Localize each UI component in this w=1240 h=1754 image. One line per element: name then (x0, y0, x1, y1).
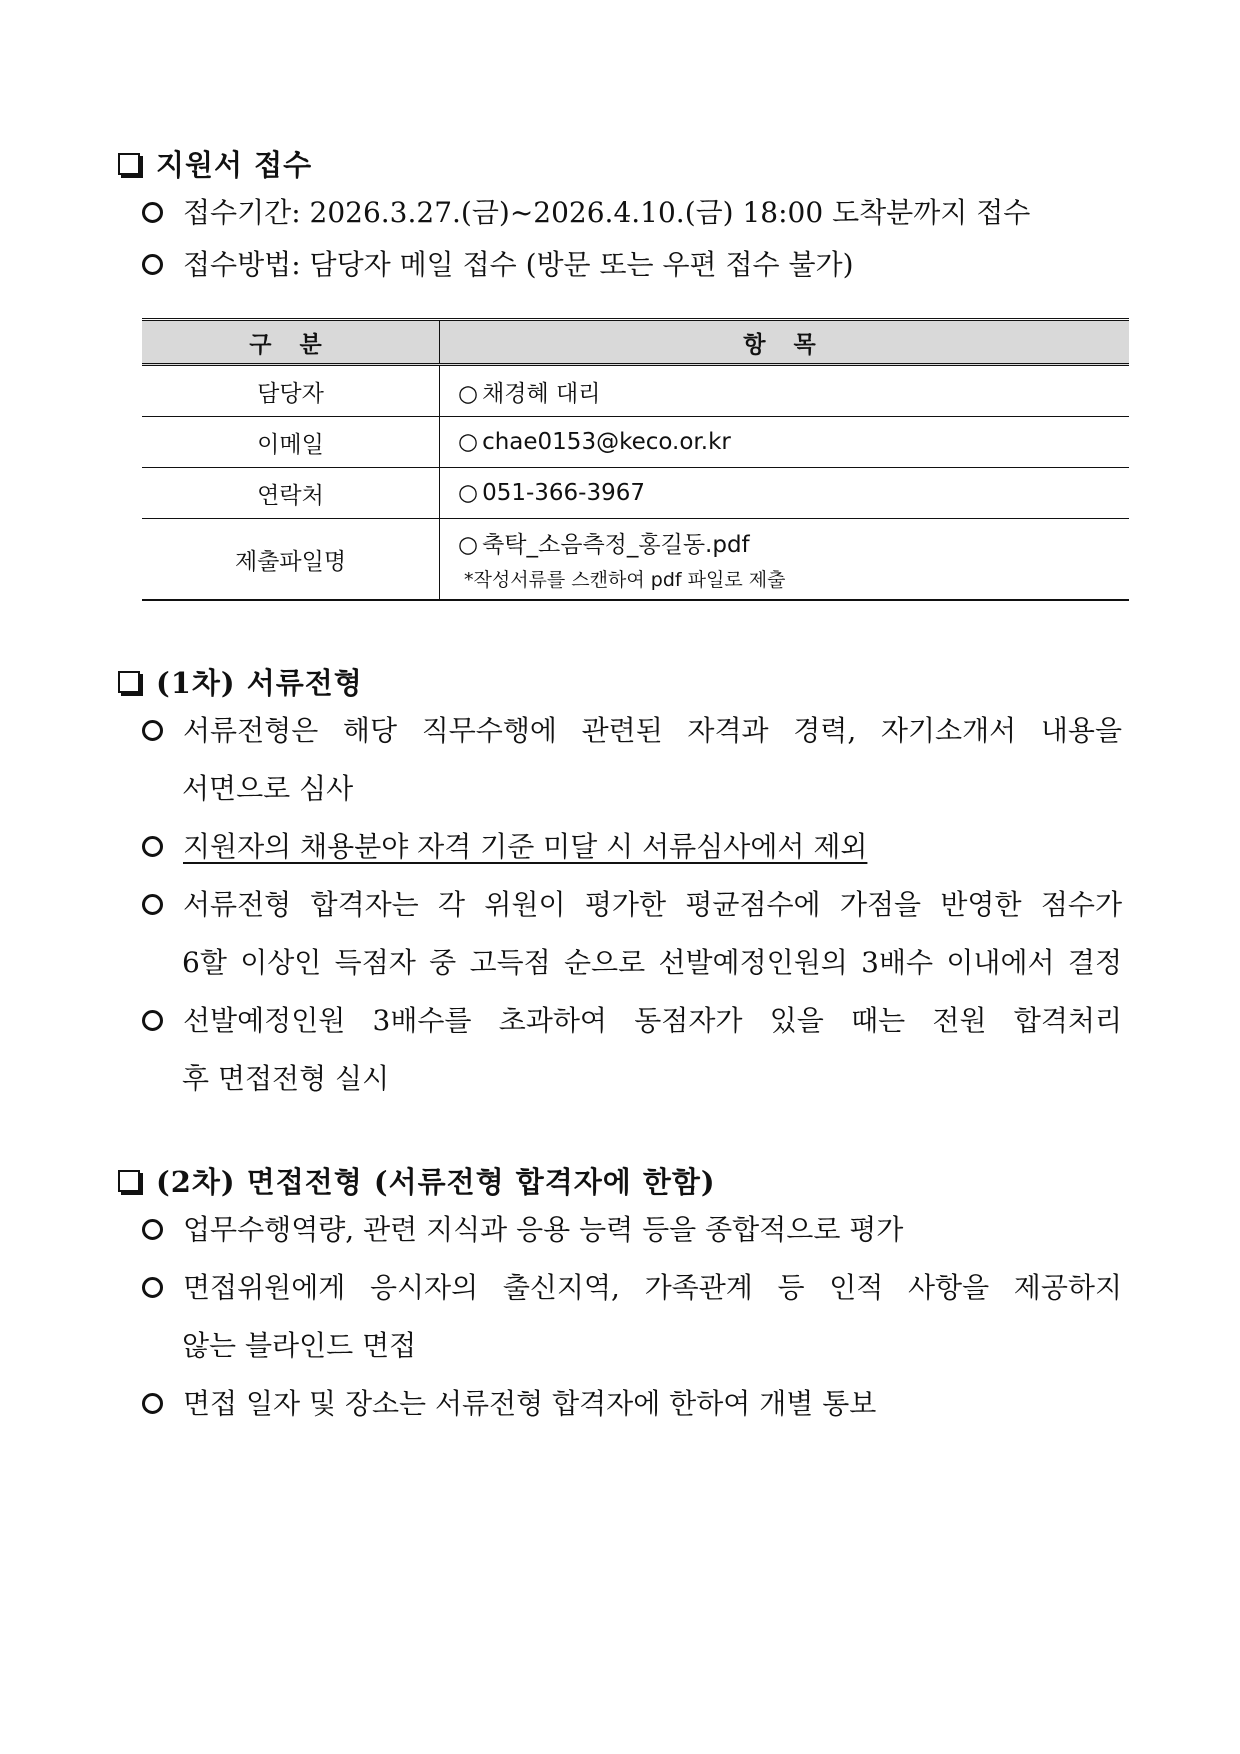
table-row (142, 417, 1129, 468)
row-label: 제출파일명 (142, 519, 440, 601)
row-value (440, 468, 1130, 519)
checkbox-square-icon (118, 153, 140, 175)
bullet-text-line2: 서면으로 심사 (182, 772, 354, 805)
small-circle-icon: ○ (458, 429, 479, 455)
bullet-interview-notice (142, 1375, 1122, 1433)
bullet-text: 업무수행역량, 관련 지식과 응용 능력 등을 종합적으로 평가 (183, 1213, 904, 1246)
circle-bullet-icon (142, 1010, 163, 1031)
bullet-pass-decision (142, 876, 1122, 992)
table-row (142, 519, 1129, 601)
section-heading-interview (118, 1160, 716, 1201)
row-label: 연락처 (142, 468, 440, 519)
circle-bullet-icon (142, 254, 163, 275)
bullet-text: 접수기간: 2026.3.27.(금)~2026.4.10.(금) 18:00 도착분까지 접수 (183, 196, 1031, 229)
circle-bullet-icon (142, 1219, 163, 1240)
row-label: 담당자 (142, 365, 440, 417)
bullet-tie-handling (142, 992, 1122, 1108)
checkbox-square-icon (118, 1170, 140, 1192)
small-circle-icon: ○ (458, 380, 479, 407)
bullet-text-line1: 서류전형은 해당 직무수행에 관련된 자격과 경력, 자기소개서 내용을 (183, 714, 1122, 747)
bullet-text-line1: 면접위원에게 응시자의 출신지역, 가족관계 등 인적 사항을 제공하지 (183, 1271, 1122, 1304)
section-heading-document-screening (118, 661, 363, 702)
bullet-text: 면접 일자 및 장소는 서류전형 합격자에 한하여 개별 통보 (183, 1387, 877, 1420)
circle-bullet-icon (142, 894, 163, 915)
bullet-text-line2: 후 면접전형 실시 (182, 1062, 390, 1095)
circle-bullet-icon (142, 720, 163, 741)
phone-number: 051-366-3967 (482, 480, 646, 506)
section-title: (1차) 서류전형 (156, 666, 363, 700)
section-heading-application (118, 143, 312, 184)
row-value (440, 417, 1130, 468)
contact-person: 채경혜 대리 (482, 380, 601, 407)
row-value (440, 519, 1130, 601)
row-value (440, 365, 1130, 417)
table-row (142, 365, 1129, 417)
table-header-item: 항 목 (440, 320, 1130, 365)
submit-filename: 축탁_소음측정_홍길동.pdf (482, 532, 750, 558)
table-header-row (142, 320, 1129, 365)
submit-note: *작성서류를 스캔하여 pdf 파일로 제출 (464, 569, 786, 591)
circle-bullet-icon (142, 836, 163, 857)
circle-bullet-icon (142, 202, 163, 223)
bullet-text-line1: 서류전형 합격자는 각 위원이 평가한 평균점수에 가점을 반영한 점수가 (183, 888, 1122, 921)
small-circle-icon: ○ (458, 532, 479, 558)
bullet-text-line2: 6할 이상인 득점자 중 고득점 순으로 선발예정인원의 3배수 이내에서 결정 (182, 946, 1122, 979)
bullet-exclusion (142, 818, 1122, 876)
bullet-application-method (142, 236, 1122, 294)
section-title: 지원서 접수 (156, 148, 313, 182)
bullet-text-line2: 않는 블라인드 면접 (182, 1329, 417, 1362)
section-title: (2차) 면접전형 (서류전형 합격자에 한함) (156, 1165, 716, 1199)
bullet-text-line1: 선발예정인원 3배수를 초과하여 동점자가 있을 때는 전원 합격처리 (183, 1004, 1122, 1037)
bullet-text: 지원자의 채용분야 자격 기준 미달 시 서류심사에서 제외 (183, 830, 868, 863)
circle-bullet-icon (142, 1393, 163, 1414)
bullet-blind-interview (142, 1259, 1122, 1375)
row-label: 이메일 (142, 417, 440, 468)
contact-table (142, 318, 1129, 601)
bullet-text: 접수방법: 담당자 메일 접수 (방문 또는 우편 접수 불가) (183, 248, 854, 281)
bullet-screening-criteria (142, 702, 1122, 818)
email-address: chae0153@keco.or.kr (482, 429, 731, 455)
bullet-application-period (142, 184, 1122, 242)
table-row (142, 468, 1129, 519)
circle-bullet-icon (142, 1277, 163, 1298)
checkbox-square-icon (118, 671, 140, 693)
bullet-interview-evaluation (142, 1201, 1122, 1259)
small-circle-icon: ○ (458, 480, 479, 506)
table-header-category: 구 분 (142, 320, 440, 365)
